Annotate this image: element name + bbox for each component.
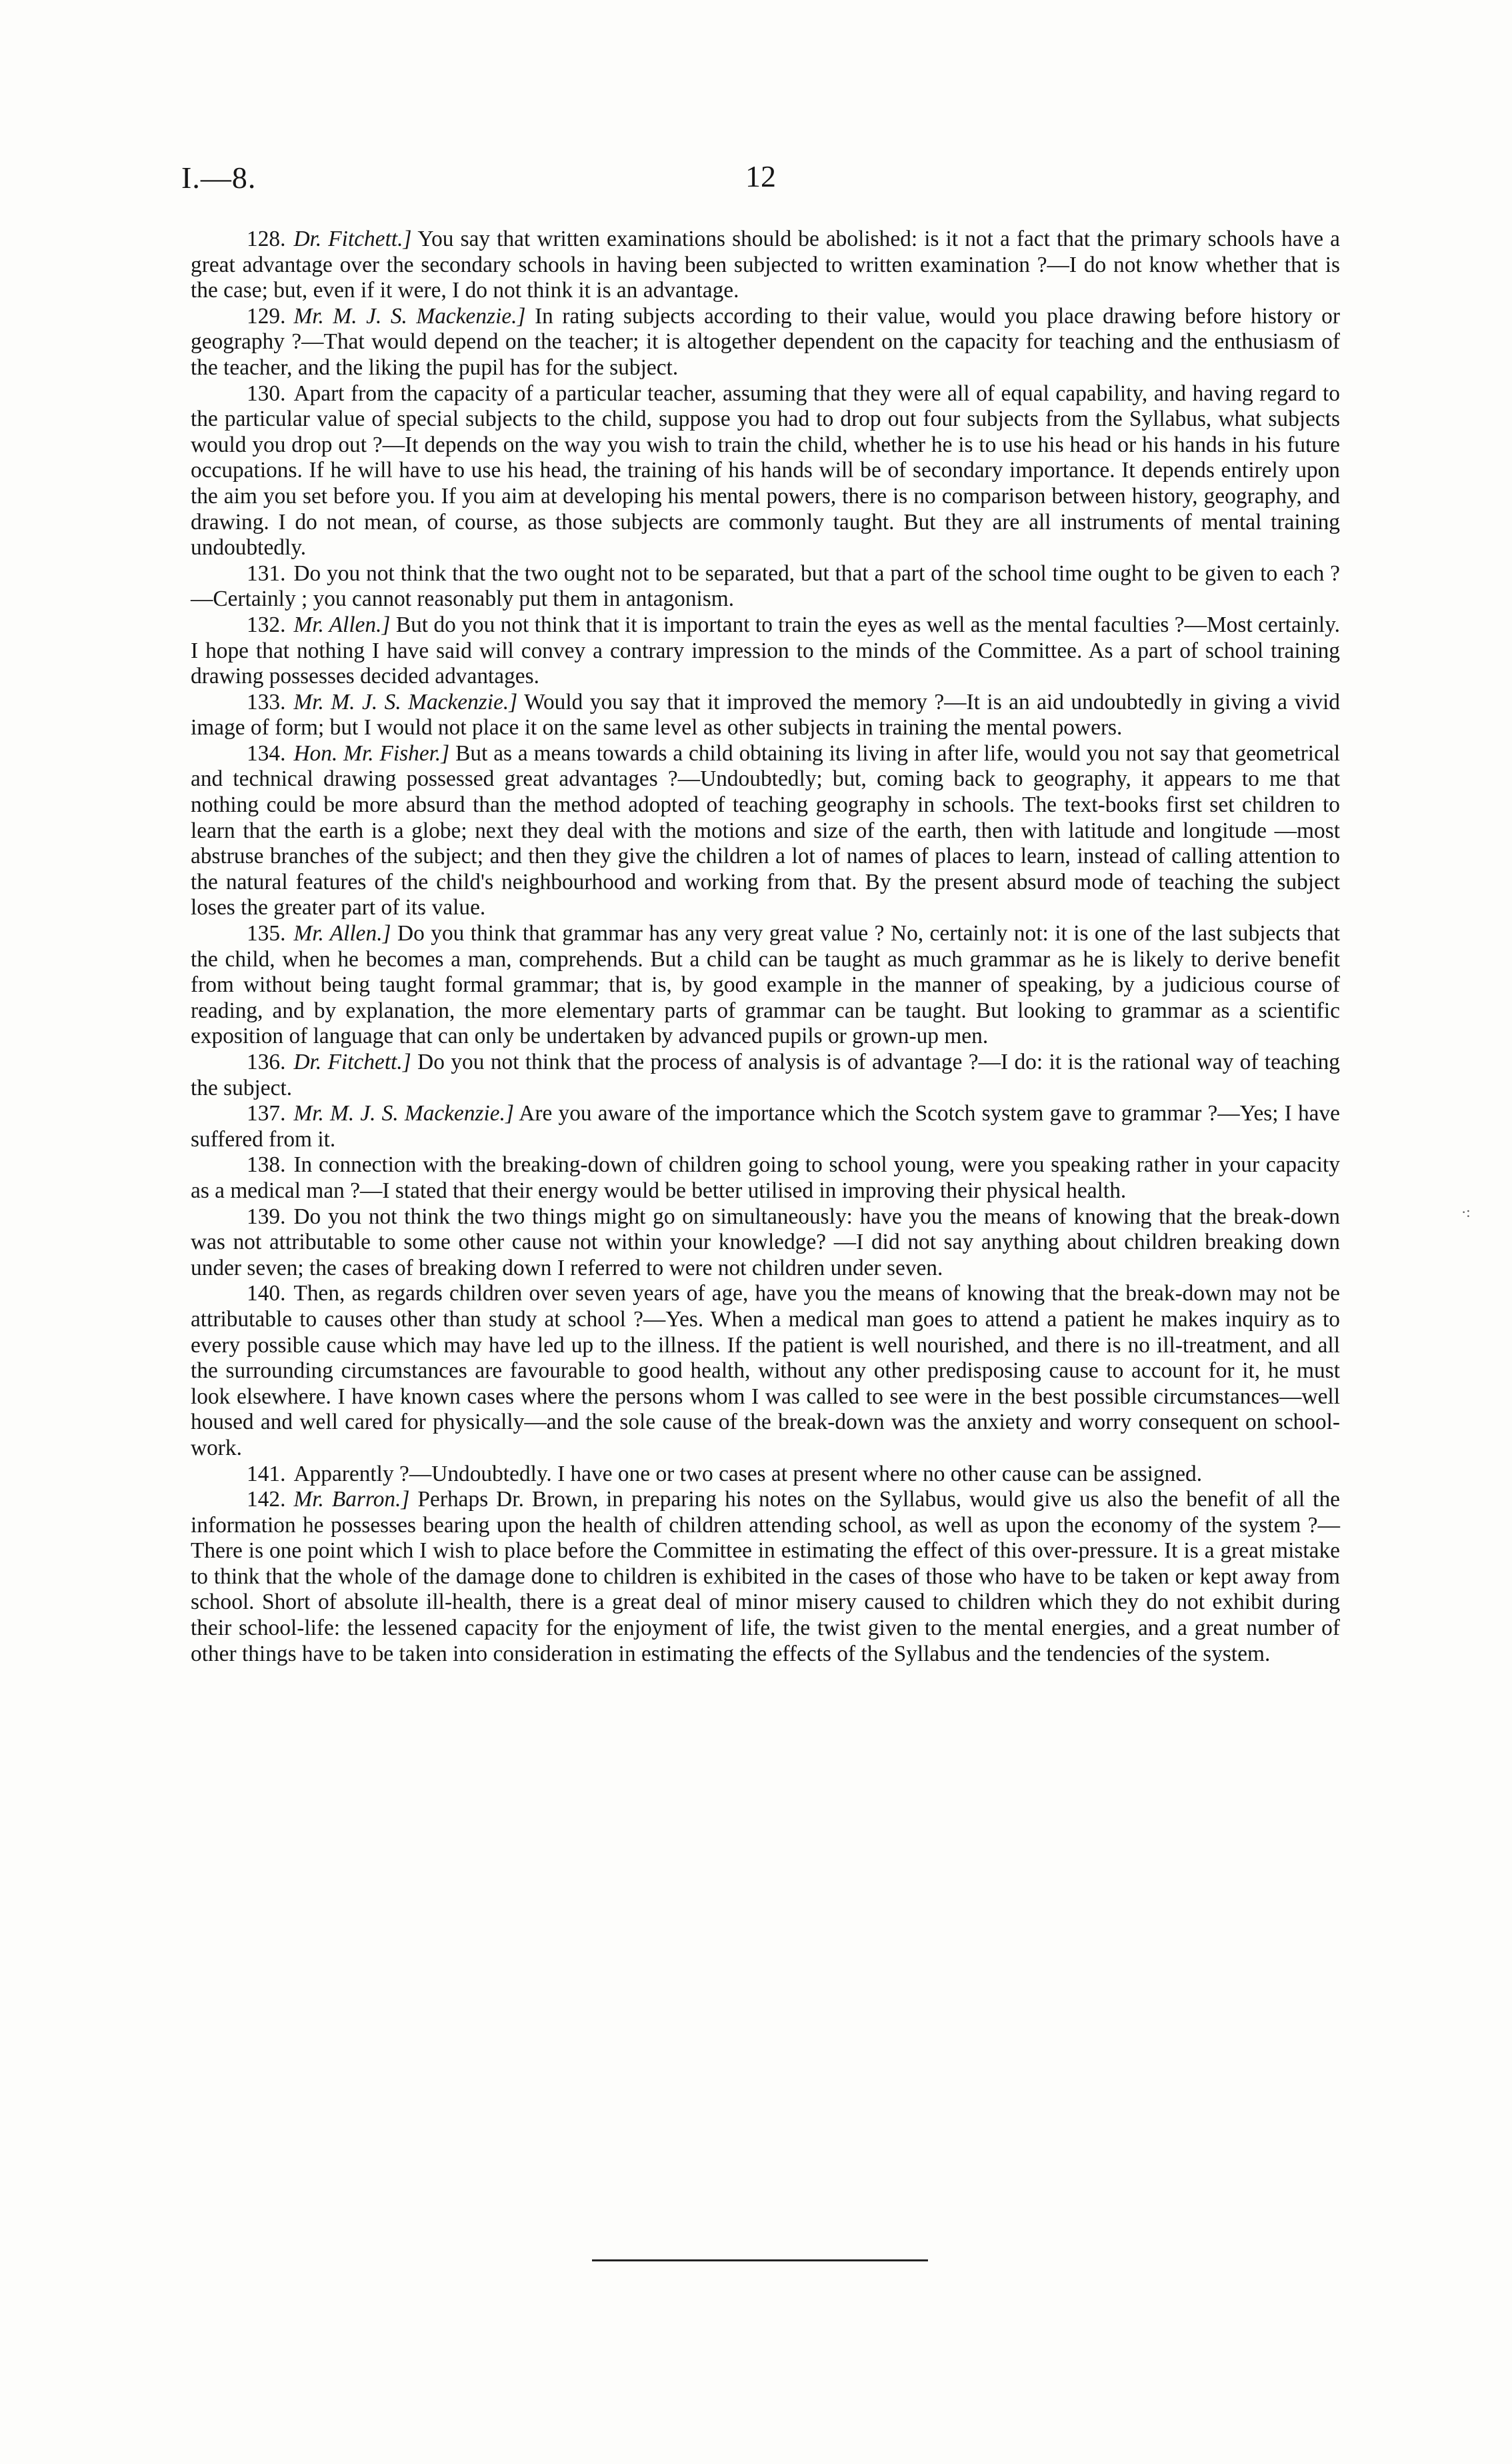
paragraph-text: Do you not think that the process of analysis is of advantage ?—I do: it is the rational way of teaching the subject. — [191, 1050, 1340, 1100]
question-paragraph-136 — [191, 1050, 1340, 1101]
speaker: Hon. Mr. Fisher.] — [293, 740, 450, 766]
document-body — [191, 227, 1340, 1667]
question-number: 131. — [247, 561, 286, 586]
paragraph-text: Then, as regards children over seven years of age, have you the means of knowing that the break-down may not be attributable to causes other than study at school ?—Yes. When a medical man goes to attend a patient he makes inquiry as to every possible cause which may have led up to the illness. If the patient is well nourished, and there is no ill-treatment, and all the surrounding circumstances are favourable to good health, without any other predisposing cause to account for it, he must look elsewhere. I have known cases where the persons whom I was called to see were in the best possible circumstances—well housed and well cared for physically—and the sole cause of the break-down was the anxiety and worry consequent on school-work. — [191, 1281, 1340, 1460]
speaker: Mr. M. J. S. Mackenzie.] — [293, 303, 526, 329]
question-number: 140. — [247, 1281, 286, 1306]
page-number: 12 — [745, 159, 776, 193]
question-number: 133. — [247, 689, 286, 714]
question-paragraph-138 — [191, 1152, 1340, 1204]
paragraph-text: Do you not think the two things might go on simultaneously: have you the means of knowing that the break-down was not attributable to some other cause not within your knowledge? —I did not say anything about children breaking down under seven; the cases of breaking down I referred to were not children under seven. — [191, 1204, 1340, 1280]
paragraph-text: Apparently ?—Undoubtedly. I have one or two cases at present where no other cause can be assigned. — [293, 1461, 1203, 1486]
question-paragraph-140 — [191, 1281, 1340, 1461]
question-paragraph-129 — [191, 304, 1340, 381]
question-paragraph-137 — [191, 1101, 1340, 1152]
question-number: 141. — [247, 1461, 286, 1486]
question-paragraph-128 — [191, 227, 1340, 304]
paragraph-text: Perhaps Dr. Brown, in preparing his notes on the Syllabus, would give us also the benefit of all the information he possesses bearing upon the health of children attending school, as well as upon the economy of the system ?—There is one point which I wish to place before the Committee in estimating the effect of this over-pressure. It is a great mistake to think that the whole of the damage done to children is exhibited in the cases of those who have to be taken or kept away from school. Short of absolute ill-health, there is a great deal of minor misery caused to children which they do not exhibit during their school-life: the lessened capacity for the enjoyment of life, the twist given to the mental energies, and a great number of other things have to be taken into consideration in estimating the effects of the Syllabus and the tendencies of the system. — [191, 1487, 1340, 1666]
question-number: 128. — [247, 227, 286, 251]
question-number: 130. — [247, 381, 286, 406]
speaker: Dr. Fitchett.] — [293, 227, 412, 251]
question-number: 135. — [247, 921, 286, 946]
question-number: 136. — [247, 1050, 286, 1074]
paragraph-text: Are you aware of the importance which the Scotch system gave to grammar ?—Yes; I have suffered from it. — [191, 1101, 1340, 1152]
speaker: Dr. Fitchett.] — [293, 1050, 411, 1074]
paragraph-text: Do you not think that the two ought not to be separated, but that a part of the school time ought to be given to each ?—Certainly ; you cannot reasonably put them in antagonism. — [191, 561, 1340, 612]
margin-mark: ·: — [1461, 1204, 1471, 1220]
question-paragraph-131 — [191, 561, 1340, 613]
speaker: Mr. Allen.] — [293, 921, 391, 946]
question-paragraph-133 — [191, 690, 1340, 741]
paragraph-text: In rating subjects according to their value, would you place drawing before history or geography ?—That would depend on the teacher; it is altogether dependent on the capacity for teaching and the enthusiasm of the teacher, and the liking the pupil has for the subject. — [191, 303, 1340, 380]
question-paragraph-130 — [191, 381, 1340, 561]
paragraph-text: In connection with the breaking-down of children going to school young, were you speaking rather in your capacity as a medical man ?—I stated that their energy would be better utilised in improving their physical health. — [191, 1152, 1340, 1203]
closing-rule — [592, 2259, 928, 2261]
paragraph-text: But as a means towards a child obtaining its living in after life, would you not say that geometrical and technical drawing possessed great advantages ?—Undoubtedly; but, coming back to geography, it appears to me that nothing could be more absurd than the method adopted of teaching geography in schools. The text-books first set children to learn that the earth is a globe; next they deal with the motions and size of the earth, then with latitude and longitude —most abstruse branches of the subject; and then they give the children a lot of names of places to learn, instead of calling attention to the natural features of the child's neighbourhood and working from that. By the present absurd mode of teaching the subject loses the greater part of its value. — [191, 740, 1340, 920]
question-number: 129. — [247, 303, 286, 329]
question-paragraph-139 — [191, 1204, 1340, 1282]
paragraph-text: Apart from the capacity of a particular teacher, assuming that they were all of equal capability, and having regard to the particular value of special subjects to the child, suppose you had to drop out four subjects from the Syllabus, what subjects would you drop out ?—It depends on the way you wish to train the child, whether he is to use his head or his hands in his future occupations. If he will have to use his head, the training of his hands will be of secondary importance. It depends entirely upon the aim you set before you. If you aim at developing his mental powers, there is no comparison between history, geography, and drawing. I do not mean, of course, as those subjects are commonly taught. But they are all instruments of mental training undoubtedly. — [191, 381, 1340, 561]
question-paragraph-132 — [191, 613, 1340, 690]
question-number: 134. — [247, 740, 286, 766]
question-paragraph-142 — [191, 1487, 1340, 1667]
speaker: Mr. M. J. S. Mackenzie.] — [293, 1101, 514, 1126]
question-number: 132. — [247, 612, 286, 637]
question-paragraph-134 — [191, 741, 1340, 921]
question-paragraph-135 — [191, 921, 1340, 1050]
speaker: Mr. Barron.] — [293, 1487, 410, 1512]
speaker: Mr. M. J. S. Mackenzie.] — [293, 689, 518, 714]
question-number: 139. — [247, 1204, 286, 1229]
document-reference: I.—8. — [181, 161, 257, 195]
paragraph-text: Do you think that grammar has any very great value ? No, certainly not: it is one of the last subjects that the child, when he becomes a man, comprehends. But a child can be taught as much grammar as he is likely to derive benefit from without being taught formal grammar; that is, by good example in the manner of speaking, by a judicious course of reading, and by explanation, the more elementary parts of grammar can be taught. But looking to grammar as a scientific exposition of language that can only be undertaken by advanced pupils or grown-up men. — [191, 921, 1340, 1049]
question-number: 142. — [247, 1487, 286, 1512]
question-number: 138. — [247, 1152, 286, 1178]
paragraph-text: You say that written examinations should be abolished: is it not a fact that the primary schools have a great advantage over the secondary schools in having been subjected to written examination ?—I do not know whether that is the case; but, even if it were, I do not think it is an advantage. — [191, 227, 1340, 303]
speaker: Mr. Allen.] — [293, 612, 391, 637]
question-paragraph-141 — [191, 1462, 1340, 1488]
paragraph-text: Would you say that it improved the memory ?—It is an aid undoubtedly in giving a vivid image of form; but I would not place it on the same level as other subjects in training the mental powers. — [191, 689, 1340, 740]
question-number: 137. — [247, 1101, 286, 1126]
paragraph-text: But do you not think that it is important to train the eyes as well as the mental faculties ?—Most certainly. I hope that nothing I have said will convey a contrary impression to the minds of the Committee. As a part of school training drawing possesses decided advantages. — [191, 612, 1340, 689]
